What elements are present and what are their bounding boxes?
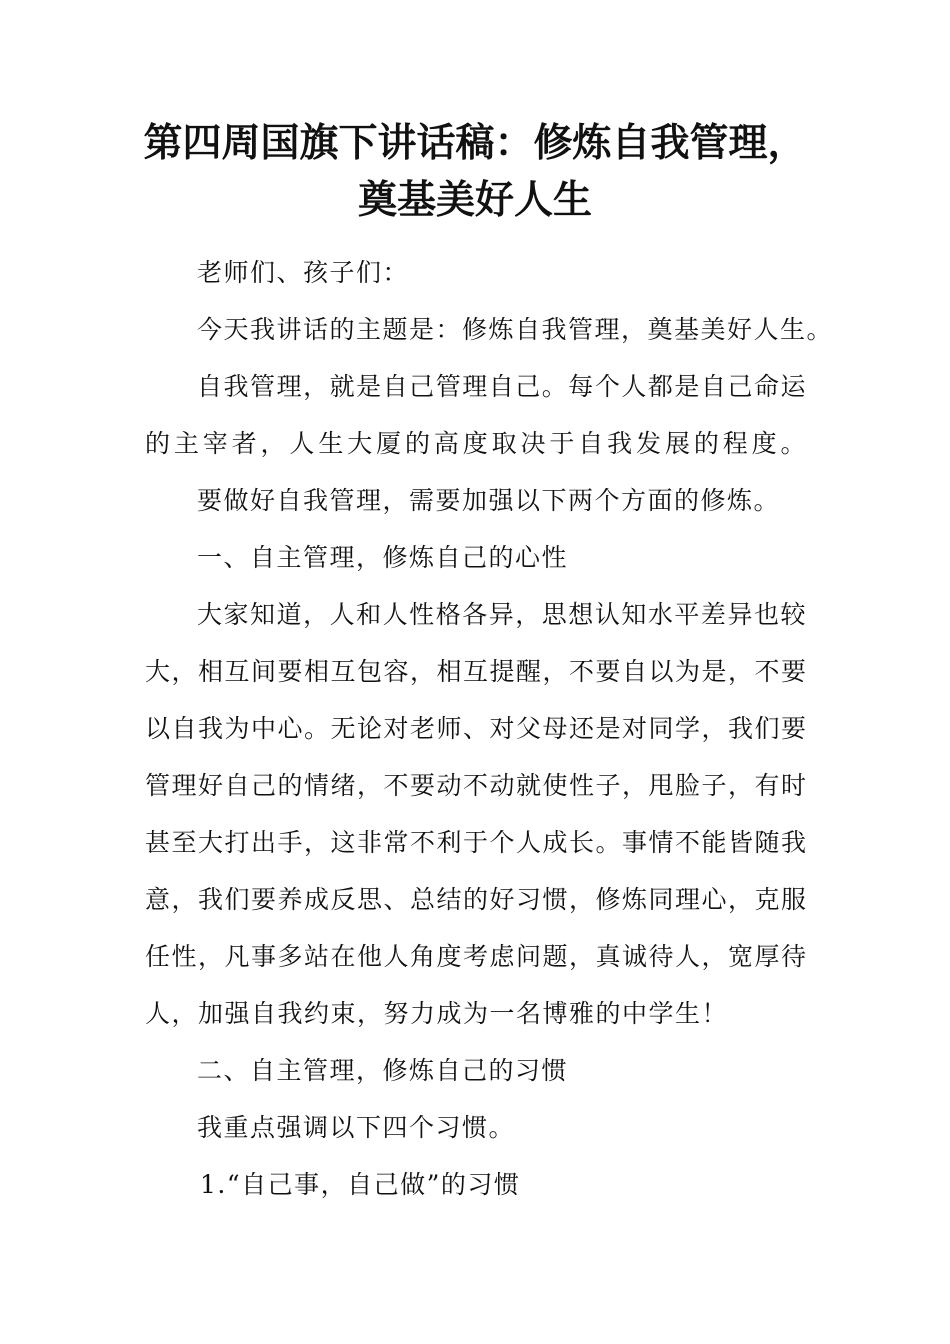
body-line: 以自我为中心。无论对老师、对父母还是对同学，我们要 [145,714,808,743]
body-line: 自我管理，就是自己管理自己。每个人都是自己命运 [197,372,807,401]
body-line: 人，加强自我约束，努力成为一名博雅的中学生！ [145,999,729,1028]
body-line: 甚至大打出手，这非常不利于个人成长。事情不能皆随我 [145,828,808,857]
salutation: 老师们、孩子们： [197,258,410,287]
body-paragraph: 要做好自我管理，需要加强以下两个方面的修炼。 [197,486,781,515]
body-paragraph: 我重点强调以下四个习惯。 [197,1113,516,1142]
document-title-line-2: 奠基美好人生 [357,178,592,223]
section-heading-1: 一、自主管理，修炼自己的心性 [197,543,569,572]
section-heading-2: 二、自主管理，修炼自己的习惯 [197,1056,569,1085]
body-line: 大，相互间要相互包容，相互提醒，不要自以为是，不要 [145,657,808,686]
list-item-1: 1.“自己事，自己做”的习惯 [200,1170,521,1199]
document-title-line-1: 第四周国旗下讲话稿：修炼自我管理， [143,121,807,166]
body-line: 任性，凡事多站在他人角度考虑问题，真诚待人，宽厚待 [145,942,808,971]
topic-paragraph: 今天我讲话的主题是：修炼自我管理，奠基美好人生。 [197,315,834,344]
body-line: 意，我们要养成反思、总结的好习惯，修炼同理心，克服 [145,885,808,914]
body-line: 管理好自己的情绪，不要动不动就使性子，甩脸子，有时 [145,771,808,800]
body-line: 大家知道，人和人性格各异，思想认知水平差异也较 [197,600,807,629]
body-line: 的主宰者，人生大厦的高度取决于自我发展的程度。 [145,429,807,458]
